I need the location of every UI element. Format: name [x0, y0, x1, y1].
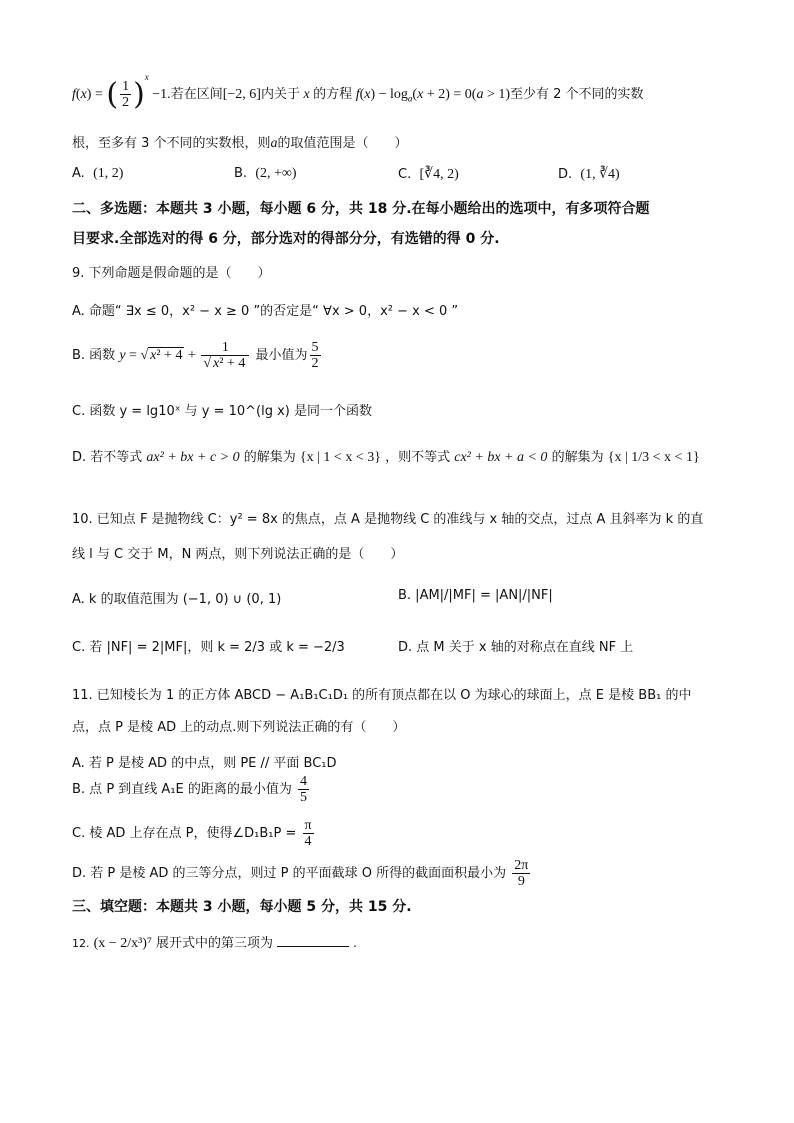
- q11-option-d[interactable]: D. 若 P 是棱 AD 的三等分点，则过 P 的平面截球 O 所得的截面面积最小为 $\frac{2\pi}{9}$: [72, 858, 529, 889]
- section2-heading-line2: 目要求.全部选对的得 6 分，部分选对的得部分分，有选错的得 0 分.: [72, 231, 500, 247]
- q10-option-c[interactable]: C. 若 |NF| = 2|MF|，则 k = 2/3 或 k = −2/3: [72, 640, 345, 655]
- q9-option-a[interactable]: A. 命题“ ∃x ≤ 0，x² − x ≥ 0 ”的否定是“ ∀x > 0，x² − x < 0 ”: [72, 304, 459, 319]
- q8-stem-b: 若在区间: [170, 87, 223, 102]
- q8-stem-d: 的方程: [313, 87, 353, 102]
- q12-expression: (x − 2/x³)⁷: [93, 936, 152, 951]
- section2-heading-line1: 二、多选题：本题共 3 小题，每小题 6 分，共 18 分.在每小题给出的选项中，有多项符合题: [72, 201, 650, 217]
- q9-option-d[interactable]: D. 若不等式 ax² + bx + c > 0 的解集为 {x | 1 < x < 3} ，则不等式 cx² + bx + a < 0 的解集为 {x | 1/3 < x < 1}: [72, 450, 700, 465]
- q8-stem-c: 内关于: [260, 87, 300, 102]
- q9-stem: 9. 下列命题是假命题的是（ ）: [72, 266, 271, 281]
- q10-stem-line1: 10. 已知点 F 是抛物线 C：y² = 8x 的焦点，点 A 是抛物线 C 的准线与 x 轴的交点，过点 A 且斜率为 k 的直: [72, 512, 704, 527]
- q10-option-a[interactable]: A. k 的取值范围为 (−1, 0) ∪ (0, 1): [72, 592, 282, 607]
- q8-stem-line2: 根，至多有 3 个不同的实数根，则a的取值范围是（ ）: [72, 136, 408, 151]
- q12-answer-blank[interactable]: [277, 934, 349, 947]
- q11-option-b[interactable]: B. 点 P 到直线 A₁E 的距离的最小值为 $\frac{4}{5}$: [72, 774, 308, 805]
- q11-stem-line2: 点，点 P 是棱 AD 上的动点.则下列说法正确的有（ ）: [72, 720, 406, 735]
- q8-option-c[interactable]: C. [∛4, 2): [398, 167, 459, 182]
- q10-option-d[interactable]: D. 点 M 关于 x 轴的对称点在直线 NF 上: [398, 640, 634, 655]
- q8-option-a[interactable]: A. (1, 2): [72, 166, 124, 181]
- q9-option-b[interactable]: B. 函数 y = √ x² + 4 + $\frac{1}{\text{√ x² + 4}}$ 最小值为 $\frac{5}{2}$: [72, 340, 319, 371]
- section3-heading: 三、填空题：本题共 3 小题，每小题 5 分，共 15 分.: [72, 899, 412, 915]
- q8-option-d[interactable]: D. (1, ∛4): [558, 167, 620, 182]
- q10-stem-line2: 线 l 与 C 交于 M，N 两点，则下列说法正确的是（ ）: [72, 547, 404, 562]
- q12-item: 12. (x − 2/x³)⁷ 展开式中的第三项为 .: [72, 936, 357, 951]
- q8-interval: [−2, 6]: [222, 87, 261, 102]
- q8-stem-e: 至少有 2 个不同的实数: [510, 87, 644, 102]
- q11-stem-line1: 11. 已知棱长为 1 的正方体 ABCD − A₁B₁C₁D₁ 的所有顶点都在以 O 为球心的球面上，点 E 是棱 BB₁ 的中: [72, 688, 692, 703]
- q10-option-b[interactable]: B. |AM|/|MF| = |AN|/|NF|: [398, 588, 553, 603]
- q11-option-c[interactable]: C. 棱 AD 上存在点 P，使得∠D₁B₁P = $\frac{\pi}{4}$: [72, 818, 312, 849]
- q11-option-a[interactable]: A. 若 P 是棱 AD 的中点，则 PE // 平面 BC₁D: [72, 756, 337, 771]
- q8-option-b[interactable]: B. (2, +∞): [234, 166, 297, 181]
- q8-stem-line1: f(x) = ( $\frac{1}{2}$ )$^x$ −1.若在区间[−2, 6]内关于 x 的方程 $f(x) - \log_a(x + 2) = 0(a > 1)$至少有 2 个不同的实数: [72, 72, 644, 112]
- q9-option-c[interactable]: C. 函数 y = lg10ˣ 与 y = 10^(lg x) 是同一个函数: [72, 404, 373, 419]
